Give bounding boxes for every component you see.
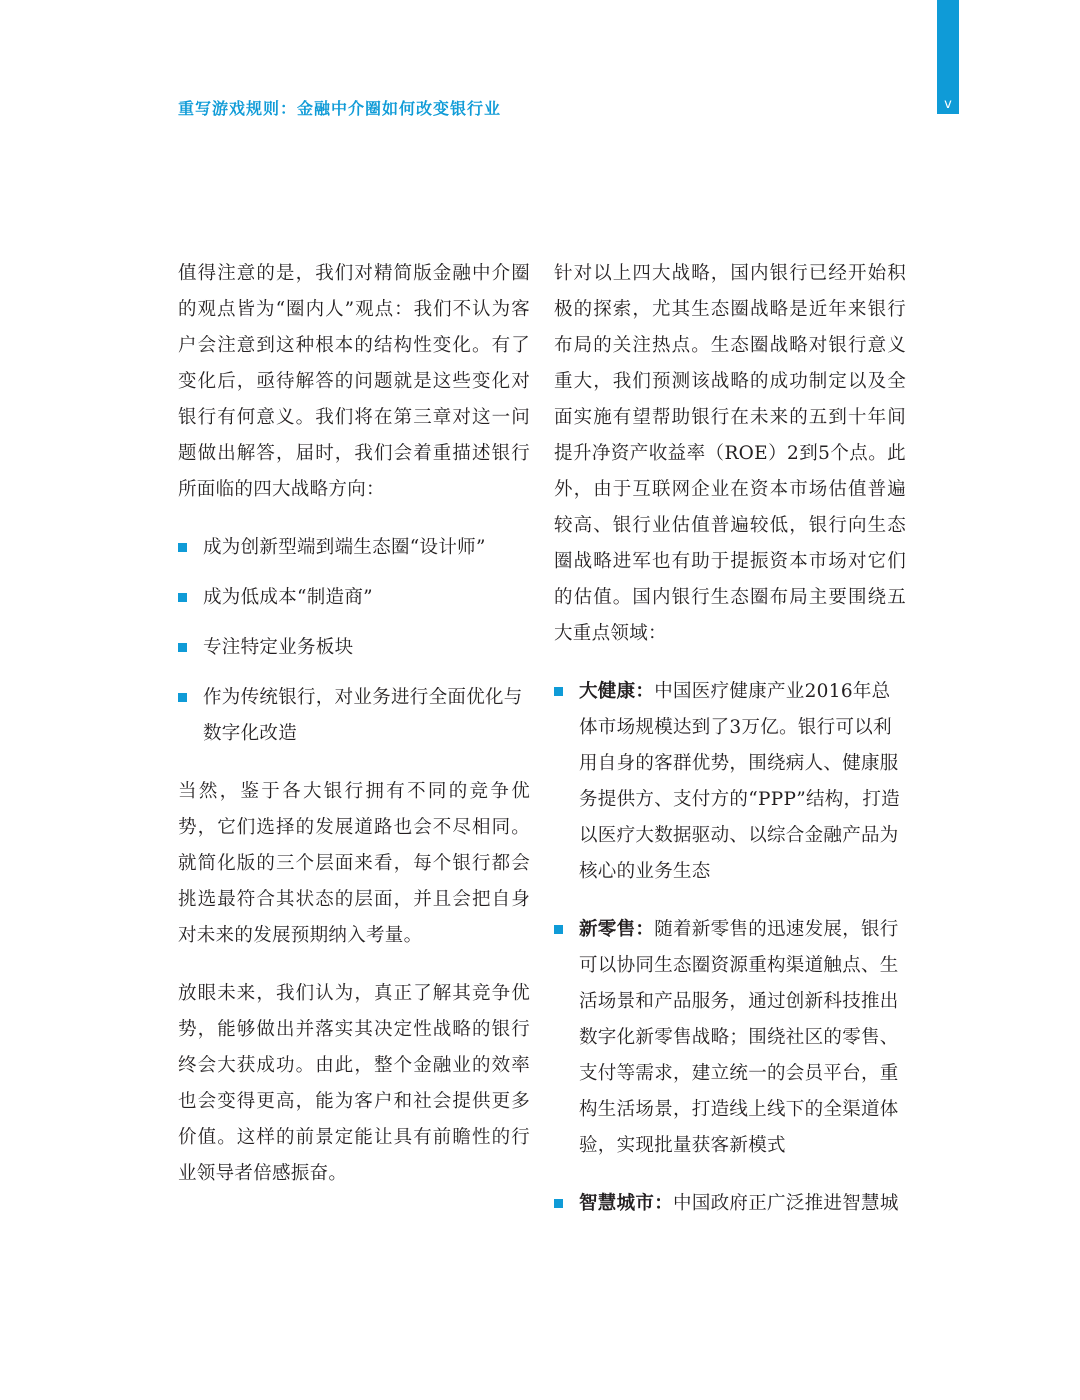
strategy-text: 成为低成本“制造商” [203,587,373,608]
strategy-text: 作为传统银行，对业务进行全面优化与数字化改造 [203,687,523,744]
page-number: v [944,97,952,112]
focus-area-title: 智慧城市： [579,1193,674,1214]
right-intro-paragraph: 针对以上四大战略，国内银行已经开始积极的探索，尤其生态圈战略是近年来银行布局的关注热点。生态圈战略对银行意义重大，我们预测该战略的成功制定以及全面实施有望帮助银行在未来的五到十年间提升净资产收益率（ROE）2到5个点。此外，由于互联网企业在资本市场估值普遍较高、银行业估值普遍较低，银行向生态圈战略进军也有助于提振资本市场对它们的估值。国内银行生态圈布局主要围绕五大重点领域： [554,263,906,644]
running-header-title: 重写游戏规则：金融中介圈如何改变银行业 [178,99,502,118]
left-paragraph-3: 放眼未来，我们认为，真正了解其竞争优势，能够做出并落实其决定性战略的银行终会大获成功。由此，整个金融业的效率也会变得更高，能为客户和社会提供更多价值。这样的前景定能让具有前瞻性的行业领导者倍感振奋。 [178,983,530,1184]
focus-area-item [554,1186,906,1222]
focus-area-text: 中国政府正广泛推进智慧城 [673,1193,899,1214]
page-number-tab [937,0,959,114]
square-bullet-icon [178,693,187,702]
focus-area-text: 随着新零售的迅速发展，银行可以协同生态圈资源重构渠道触点、生活场景和产品服务，通过创新科技推出数字化新零售战略；围绕社区的零售、支付等需求，建立统一的会员平台，重构生活场景，打造线上线下的全渠道体验，实现批量获客新模式 [579,919,899,1156]
left-column [178,256,530,1192]
square-bullet-icon [178,543,187,552]
focus-area-list [554,674,906,1222]
focus-area-item [554,912,906,1164]
square-bullet-icon [178,593,187,602]
focus-area-title: 大健康： [579,681,655,702]
right-column [554,256,906,1222]
strategy-text: 专注特定业务板块 [203,637,354,658]
left-paragraph-2: 当然，鉴于各大银行拥有不同的竞争优势，它们选择的发展道路也会不尽相同。就简化版的三个层面来看，每个银行都会挑选最符合其状态的层面，并且会把自身对未来的发展预期纳入考量。 [178,781,530,946]
left-intro-paragraph: 值得注意的是，我们对精简版金融中介圈的观点皆为“圈内人”观点：我们不认为客户会注意到这种根本的结构性变化。有了变化后，亟待解答的问题就是这些变化对银行有何意义。我们将在第三章对这一问题做出解答，届时，我们会着重描述银行所面临的四大战略方向： [178,263,530,500]
strategy-text: 成为创新型端到端生态圈“设计师” [203,537,486,558]
focus-area-title: 新零售： [579,919,655,940]
focus-area-text: 中国医疗健康产业2016年总体市场规模达到了3万亿。银行可以利用自身的客群优势，围绕病人、健康服务提供方、支付方的“PPP”结构，打造以医疗大数据驱动、以综合金融产品为核心的业务生态 [579,681,900,882]
focus-area-item [554,674,906,890]
strategy-item [178,680,530,752]
square-bullet-icon [178,643,187,652]
strategy-item [178,580,530,616]
square-bullet-icon [554,925,563,934]
strategy-item [178,530,530,566]
square-bullet-icon [554,1199,563,1208]
square-bullet-icon [554,687,563,696]
strategy-item [178,630,530,666]
strategy-list [178,530,530,752]
